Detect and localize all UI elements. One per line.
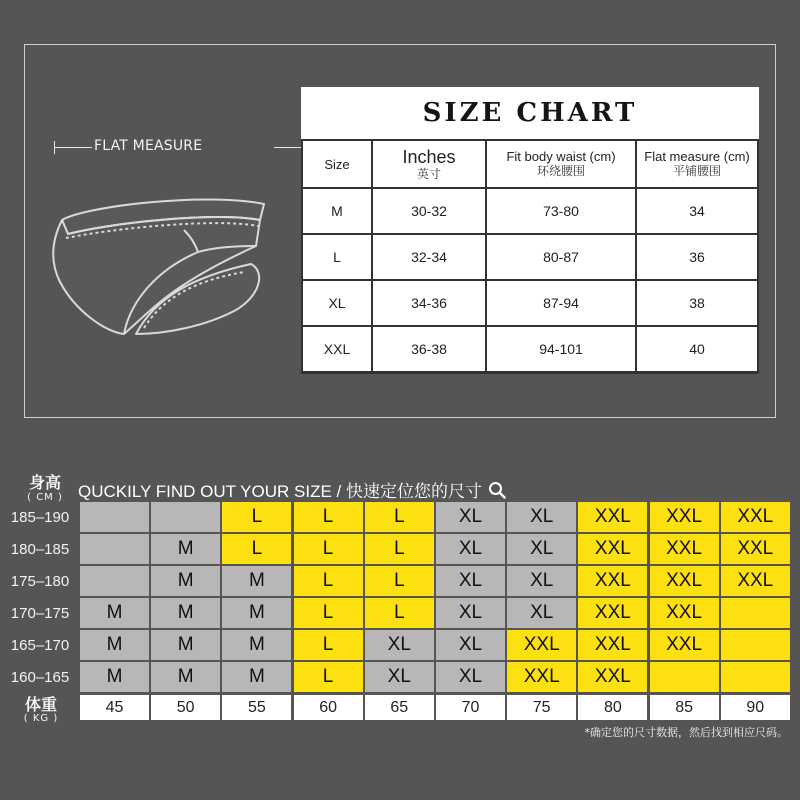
size-cell: XL (436, 534, 505, 564)
size-row-waist-cell: 80-87 (487, 235, 635, 279)
size-cell: XL (507, 534, 576, 564)
size-cell: XXL (650, 566, 719, 596)
header-waist-text: Fit body waist (cm) (506, 149, 616, 164)
size-chart-card (301, 87, 759, 374)
size-cell: XL (436, 502, 505, 532)
size-row-flat-cell: 38 (637, 281, 757, 325)
size-cell: XXL (578, 534, 647, 564)
size-cell: M (80, 662, 149, 692)
weight-cell: 55 (222, 695, 291, 720)
size-row-inches-cell: 34-36 (373, 281, 485, 325)
weight-unit: ( KG ) (23, 713, 59, 724)
height-row-label: 160–165 (10, 669, 70, 686)
size-cell (721, 630, 790, 660)
header-size-text: Size (324, 156, 350, 172)
size-cell: XXL (650, 598, 719, 628)
size-row-flat-cell: 36 (637, 235, 757, 279)
size-cell (151, 502, 220, 532)
size-cell: XXL (721, 502, 790, 532)
weight-cell: 90 (721, 695, 790, 720)
size-cell (721, 662, 790, 692)
size-cell: XL (436, 662, 505, 692)
size-cell: L (365, 598, 434, 628)
size-cell: XXL (578, 502, 647, 532)
header-flat-cn: 平铺腰围 (672, 164, 721, 178)
size-cell: XL (365, 662, 434, 692)
weight-cell: 75 (507, 695, 576, 720)
weight-label (10, 696, 72, 724)
footnote: *确定您的尺寸数据，然后找到相应尺码。 (584, 726, 788, 739)
size-cell: L (365, 534, 434, 564)
weight-cell: 70 (436, 695, 505, 720)
size-row-flat-cell: 34 (637, 189, 757, 233)
size-cell: M (222, 566, 291, 596)
size-row-inches-cell: 30-32 (373, 189, 485, 233)
height-unit: ( CM ) (27, 492, 63, 503)
size-row-waist-cell: 87-94 (487, 281, 635, 325)
flat-measure-text: FLAT MEASURE (94, 138, 203, 154)
briefs-illustration (46, 186, 276, 346)
size-cell: M (222, 630, 291, 660)
flat-measure-label (52, 138, 262, 158)
size-cell: L (294, 502, 363, 532)
size-cell: M (151, 662, 220, 692)
size-row-size-cell: M (303, 189, 371, 233)
size-cell (80, 502, 149, 532)
size-cell: M (80, 630, 149, 660)
size-cell: L (222, 534, 291, 564)
size-cell: M (151, 566, 220, 596)
size-cell: M (151, 534, 220, 564)
header-waist-cn: 环绕腰围 (536, 164, 585, 178)
size-cell (80, 534, 149, 564)
header-flat-text: Flat measure (cm) (644, 149, 750, 164)
size-cell: M (80, 598, 149, 628)
size-cell: M (222, 598, 291, 628)
size-row-flat-cell: 40 (637, 327, 757, 371)
size-row-waist-cell: 94-101 (487, 327, 635, 371)
weight-cell: 60 (294, 695, 363, 720)
size-cell: XXL (721, 566, 790, 596)
size-row-inches-cell: 32-34 (373, 235, 485, 279)
weight-cell: 50 (151, 695, 220, 720)
height-row-label: 170–175 (10, 605, 70, 622)
size-cell (80, 566, 149, 596)
size-cell: L (365, 566, 434, 596)
size-cell: M (151, 598, 220, 628)
size-cell: L (294, 662, 363, 692)
size-cell: XXL (650, 502, 719, 532)
size-row-waist-cell: 73-80 (487, 189, 635, 233)
size-cell: L (294, 566, 363, 596)
size-cell: L (365, 502, 434, 532)
size-cell (650, 662, 719, 692)
size-cell: L (294, 534, 363, 564)
weight-label-zh: 体重 (24, 695, 57, 714)
size-chart-table (301, 139, 759, 374)
size-cell: XXL (507, 662, 576, 692)
finder-title (78, 477, 506, 504)
size-cell: L (294, 630, 363, 660)
size-cell: XL (507, 566, 576, 596)
header-inches-text: Inches (402, 146, 456, 167)
weight-cell: 85 (650, 695, 719, 720)
height-row-label: 165–170 (10, 637, 70, 654)
size-cell: XL (436, 566, 505, 596)
size-cell: XXL (578, 566, 647, 596)
size-cell: XL (507, 598, 576, 628)
finder-title-text: QUCKILY FIND OUT YOUR SIZE / 快速定位您的尺寸 (78, 482, 482, 501)
height-label-zh: 身高 (28, 473, 61, 492)
size-cell: XL (436, 598, 505, 628)
search-icon (488, 481, 506, 504)
size-row-size-cell: XL (303, 281, 371, 325)
size-cell: XL (365, 630, 434, 660)
size-cell: XL (507, 502, 576, 532)
size-cell: L (294, 598, 363, 628)
height-row-label: 185–190 (10, 509, 70, 526)
header-size (303, 141, 371, 187)
size-cell: XXL (578, 630, 647, 660)
size-cell: XXL (721, 534, 790, 564)
weight-cell: 65 (365, 695, 434, 720)
weight-cell: 80 (578, 695, 647, 720)
size-row-size-cell: L (303, 235, 371, 279)
weight-cell: 45 (80, 695, 149, 720)
size-cell (721, 598, 790, 628)
header-flat (637, 141, 757, 187)
size-chart-title: SIZE CHART (422, 98, 638, 128)
header-inches (373, 141, 485, 187)
size-cell: XXL (650, 630, 719, 660)
size-cell: M (151, 630, 220, 660)
size-cell: XXL (578, 662, 647, 692)
size-cell: XL (436, 630, 505, 660)
header-waist (487, 141, 635, 187)
size-cell: L (222, 502, 291, 532)
size-cell: XXL (578, 598, 647, 628)
size-cell: M (222, 662, 291, 692)
size-cell: XXL (650, 534, 719, 564)
height-row-label: 180–185 (10, 541, 70, 558)
height-label (16, 474, 74, 504)
size-row-inches-cell: 36-38 (373, 327, 485, 371)
height-row-label: 175–180 (10, 573, 70, 590)
header-inches-cn: 英寸 (416, 166, 441, 181)
size-cell: XXL (507, 630, 576, 660)
size-row-size-cell: XXL (303, 327, 371, 371)
